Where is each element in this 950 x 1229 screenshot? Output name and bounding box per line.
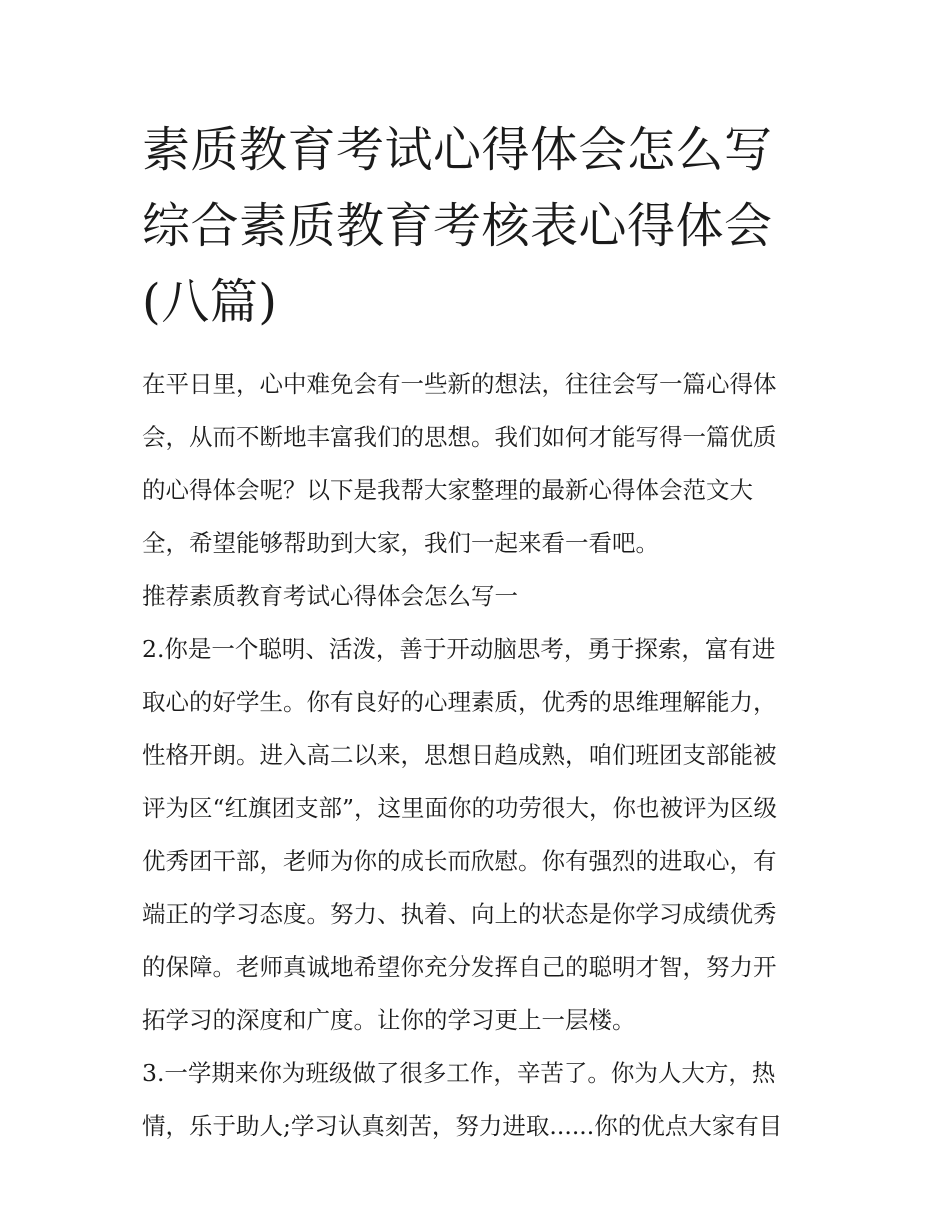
text-line: 拓学习的深度和广度。让你的学习更上一层楼。: [142, 1006, 636, 1034]
intro-paragraph: [142, 358, 814, 570]
text-line: 2.你是一个聪明、活泼，善于开动脑思考，勇于探索，富有进: [142, 635, 776, 663]
text-line: 的保障。老师真诚地希望你充分发挥自己的聪明才智，努力开: [142, 953, 777, 981]
text-line: 会，从而不断地丰富我们的思想。我们如何才能写得一篇优质: [142, 423, 777, 451]
text-line: 在平日里，心中难免会有一些新的想法，往往会写一篇心得体: [142, 370, 777, 398]
comment-paragraph-2: [142, 623, 814, 1047]
text-line: 端正的学习态度。努力、执着、向上的状态是你学习成绩优秀: [142, 900, 777, 928]
comment-paragraph-3: [142, 1047, 814, 1153]
document-body: [142, 358, 814, 1153]
text-line: 取心的好学生。你有良好的心理素质，优秀的思维理解能力，: [142, 688, 777, 716]
text-line: 的心得体会呢？以下是我帮大家整理的最新心得体会范文大: [142, 476, 753, 504]
text-line: 情，乐于助人;学习认真刻苦，努力进取......你的优点大家有目: [142, 1112, 783, 1140]
text-line: 推荐素质教育考试心得体会怎么写一: [142, 582, 518, 610]
title-line: (八篇): [142, 274, 278, 330]
text-line: 优秀团干部，老师为你的成长而欣慰。你有强烈的进取心，有: [142, 847, 777, 875]
section-heading: [142, 570, 814, 623]
title-line: 综合素质教育考核表心得体会: [142, 198, 773, 254]
text-line: 3.一学期来你为班级做了很多工作，辛苦了。你为人大方，热: [142, 1059, 776, 1087]
text-line: 评为区“红旗团支部”，这里面你的功劳很大，你也被评为区级: [142, 794, 778, 822]
text-line: 性格开朗。进入高二以来，思想日趋成熟，咱们班团支部能被: [142, 741, 777, 769]
document-page: [142, 112, 814, 1153]
title-line: 素质教育考试心得体会怎么写: [142, 122, 773, 178]
document-title: [142, 112, 814, 340]
text-line: 全，希望能够帮助到大家，我们一起来看一看吧。: [142, 529, 659, 557]
